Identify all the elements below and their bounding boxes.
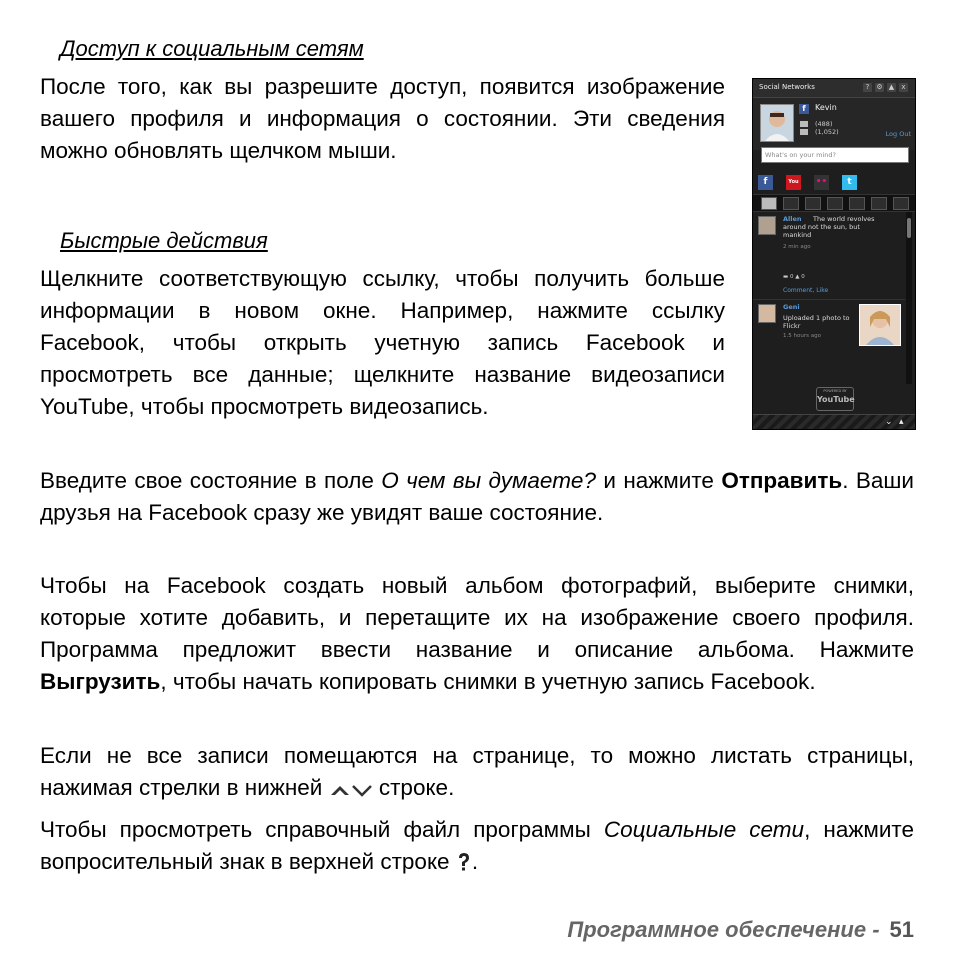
tab-friends[interactable] (805, 197, 821, 210)
twitter-icon[interactable]: t (842, 175, 857, 190)
paragraph-status (40, 465, 914, 529)
comment-like-link[interactable]: Comment, Like (783, 287, 829, 294)
page-down-arrow-icon[interactable]: ⌄ (885, 417, 893, 427)
chevron-up-icon (329, 775, 351, 807)
page-footer (567, 917, 914, 943)
paragraph-paging (40, 740, 914, 807)
heading-social-access: Доступ к социальным сетям (60, 36, 364, 61)
paragraph-quick-actions: Щелкните соответствующую ссылку, чтобы получить больше информации в новом окне. Например, нажмите ссылку Facebook, чтобы открыть учетную запись Facebook и просмотреть все данные; щелкните название видеозаписи YouTube, чтобы просмотреть видеозапись. (40, 266, 725, 419)
help-button[interactable]: ? (863, 83, 872, 92)
facebook-small-icon: f (799, 104, 809, 114)
service-bar (753, 172, 915, 194)
like-count: 0 (801, 274, 805, 280)
powered-by-text: POWERED BY (823, 389, 847, 393)
footer-title: Программное обеспечение - (567, 917, 880, 942)
scroll-thumb[interactable] (907, 218, 911, 238)
tab-favorites[interactable] (783, 197, 799, 210)
upload-label: Выгрузить (40, 669, 161, 694)
flickr-icon[interactable]: •• (814, 175, 829, 190)
social-networks-gadget (752, 78, 916, 430)
program-name: Социальные сети (603, 817, 805, 842)
news-feed (753, 212, 905, 384)
comment-count: 0 (789, 274, 794, 280)
paragraph-help (40, 814, 914, 881)
text-run: Если не все записи помещаются на странице, то можно листать страницы, нажимая стрелки в нижней (40, 743, 914, 800)
text-run: Чтобы на Facebook создать новый альбом фотографий, выберите снимки, которые хотите добавить, и перетащите их на изображение своего профиля. Программа предложит ввести название и описание альбома. Нажмите (40, 573, 914, 662)
followers-count: (1,052) (815, 128, 839, 136)
profile-panel (753, 98, 915, 150)
post-time: 2 min ago (783, 244, 811, 250)
page-number: 51 (889, 917, 914, 942)
post-time: 1.5 hours ago (783, 333, 821, 339)
facebook-icon[interactable]: f (758, 175, 773, 190)
post-avatar[interactable] (758, 216, 776, 235)
close-button[interactable]: x (899, 83, 908, 92)
comment-icon: ▬ (783, 274, 789, 280)
text-run: , чтобы начать копировать снимки в учетную запись Facebook. (160, 669, 816, 694)
feed-scrollbar[interactable] (906, 212, 912, 384)
friends-count: (488) (815, 120, 833, 128)
help-icon (456, 849, 472, 881)
settings-gear-icon[interactable]: ⚙ (876, 83, 883, 91)
tab-news-feed[interactable] (761, 197, 777, 210)
paragraph-album (40, 570, 914, 698)
paragraph-social-access: После того, как вы разрешите доступ, появится изображение вашего профиля и информация о состоянии. Эти сведения можно обновлять щелчком мыши. (40, 74, 725, 163)
like-icon: ▲ (795, 274, 800, 280)
tab-photos[interactable] (827, 197, 843, 210)
powered-by-youtube (816, 387, 854, 411)
text-run: . Ваши друзья на Facebook сразу же увидят ваше состояние. (40, 468, 914, 525)
text-run: Введите свое состояние в поле (40, 468, 382, 493)
post-author[interactable]: Allen (783, 215, 802, 223)
tab-videos[interactable] (849, 197, 865, 210)
gadget-bottom-bar (753, 414, 915, 430)
post-avatar[interactable] (758, 304, 776, 323)
text-run: . (471, 849, 479, 874)
friends-icon (800, 121, 808, 127)
post-author[interactable]: Geni (783, 303, 800, 311)
tab-messages[interactable] (871, 197, 887, 210)
profile-name[interactable]: Kevin (815, 103, 837, 112)
post-text: The world revolves around not the sun, but mankind (783, 215, 875, 239)
text-run: Чтобы просмотреть справочный файл программы (40, 817, 604, 842)
gadget-title: Social Networks (759, 83, 815, 91)
post-text: Uploaded 1 photo to Flickr (783, 314, 850, 330)
youtube-icon[interactable]: You (786, 175, 801, 190)
feed-tabs (753, 194, 915, 212)
followers-icon (800, 129, 808, 135)
feed-post (753, 212, 905, 300)
logout-link[interactable]: Log Out (885, 130, 911, 138)
chevron-down-icon (351, 775, 373, 807)
send-label: Отправить (721, 468, 843, 493)
post-photo-thumbnail[interactable] (859, 304, 901, 346)
text-run: , нажмите вопросительный знак в верхней строке (40, 817, 914, 874)
youtube-logo: YouTube (817, 395, 855, 404)
field-name: О чем вы думаете? (381, 468, 596, 493)
gadget-title-bar (753, 79, 915, 98)
pin-icon[interactable]: ▲ (888, 83, 895, 91)
page-up-arrow-icon[interactable]: ▴ (899, 417, 904, 427)
post-counts (783, 274, 805, 280)
profile-avatar[interactable] (760, 104, 794, 142)
text-run: строке. (372, 775, 455, 800)
feed-post (753, 300, 905, 384)
status-input[interactable]: What's on your mind? (761, 147, 909, 163)
text-run: и нажмите (595, 468, 722, 493)
tab-share[interactable] (893, 197, 909, 210)
heading-quick-actions: Быстрые действия (60, 228, 268, 253)
